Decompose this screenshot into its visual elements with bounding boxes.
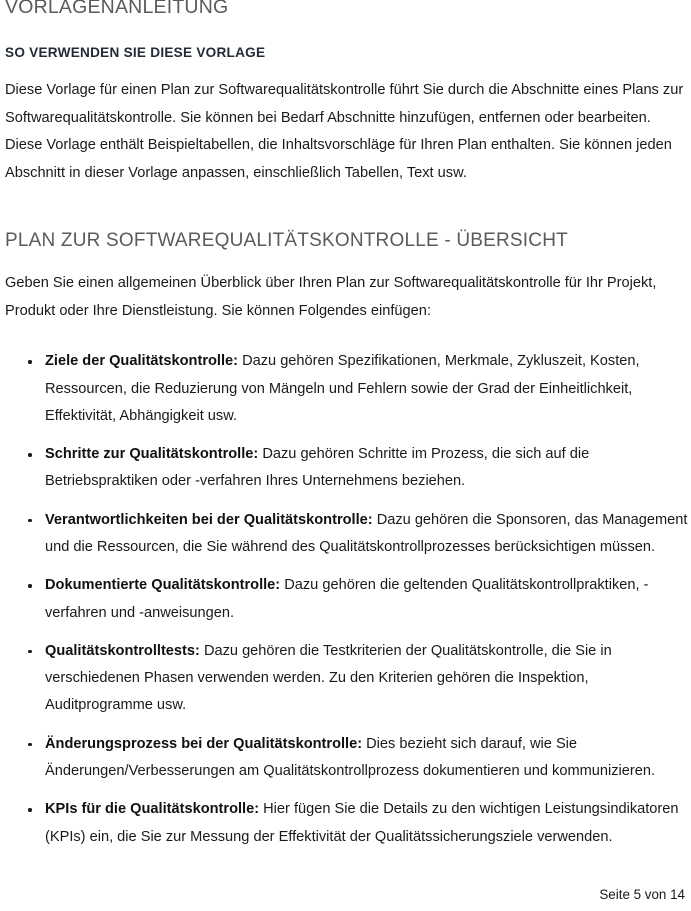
spacer (5, 188, 688, 230)
intro-paragraph: Diese Vorlage für einen Plan zur Softwarequalitätskontrolle führt Sie durch die Abschnitte eines Plans zur Softwarequalitätskontrolle. Sie können bei Bedarf Abschnitte hinzufügen, entfernen oder bearbeiten. Diese Vorlage enthält Beispieltabellen, die Inhaltsvorschläge für Ihren Plan enthalten. Sie können jeden Abschnitt in dieser Vorlage anpassen, einschließlich Tabellen, Text usw. (5, 82, 684, 182)
list-item (5, 572, 688, 627)
list-item-lead: Ziele der Qualitätskontrolle: (45, 353, 239, 370)
page-footer: Seite 5 von 14 (599, 887, 685, 902)
overview-paragraph: Geben Sie einen allgemeinen Überblick über Ihren Plan zur Softwarequalitätskontrolle für Ihr Projekt, Produkt oder Ihre Dienstleistung. Sie können Folgendes einfügen: (5, 274, 657, 319)
list-item-lead: KPIs für die Qualitätskontrolle: (45, 801, 260, 818)
bullet-dot-icon (28, 650, 32, 654)
list-item-text: Dies bezieht sich darauf, wie Sie Änderungen/Verbesserungen am Qualitätskontrollprozess dokumentieren und kommunizieren. (45, 735, 656, 780)
list-item-text: Hier fügen Sie die Details zu den wichtigen Leistungsindikatoren (KPIs) ein, die Sie zur Messung der Effektivität der Qualitätssicherungsziele verwenden. (45, 801, 679, 845)
spacer (5, 561, 688, 572)
spacer (5, 627, 688, 638)
spacer (5, 252, 688, 270)
list-item-text: Dazu gehören Spezifikationen, Merkmale, Zykluszeit, Kosten, Ressourcen, die Reduzierung von Mängeln und Fehlern sowie der Grad der Einheitlichkeit, Effektivität, Abhängigkeit usw. (45, 353, 640, 424)
list-item (5, 638, 688, 720)
section-subheading-how-to-use: SO VERWENDEN SIE DIESE VORLAGE (5, 45, 266, 60)
list-item-lead: Dokumentierte Qualitätskontrolle: (45, 577, 281, 594)
spacer (5, 720, 688, 731)
list-item (5, 348, 688, 430)
list-item (5, 441, 688, 496)
list-item-lead: Verantwortlichkeiten bei der Qualitätskontrolle: (45, 511, 373, 528)
list-item-text: Dazu gehören die Sponsoren, das Management und die Ressourcen, die Sie während des Qualitätskontrollprozesses berücksichtigen müssen. (45, 511, 688, 555)
page-title: VORLAGENANLEITUNG (5, 0, 229, 18)
spacer (5, 496, 688, 507)
list-item-lead: Änderungsprozess bei der Qualitätskontrolle: (45, 735, 363, 752)
list-item-lead: Schritte zur Qualitätskontrolle: (45, 446, 259, 463)
list-item (5, 796, 688, 851)
spacer (5, 62, 688, 77)
spacer (5, 785, 688, 796)
list-item-lead: Qualitätskontrolltests: (45, 642, 200, 659)
overview-bullet-list (5, 348, 688, 851)
spacer (5, 22, 688, 44)
bullet-dot-icon (28, 584, 32, 588)
bullet-dot-icon (28, 453, 32, 457)
list-item (5, 507, 688, 562)
list-item-text: Dazu gehören die geltenden Qualitätskontrollpraktiken, -verfahren und -anweisungen. (45, 577, 649, 621)
spacer (5, 430, 688, 441)
bullet-dot-icon (28, 743, 32, 747)
list-item-text: Dazu gehören Schritte im Prozess, die sich auf die Betriebspraktiken oder -verfahren Ihres Unternehmens beziehen. (45, 446, 590, 490)
spacer (5, 325, 688, 348)
list-item (5, 731, 688, 786)
list-item-text: Dazu gehören die Testkriterien der Qualitätskontrolle, die Sie in verschiedenen Phasen verwenden werden. Zu den Kriterien gehören die Inspektion, Auditprogramme usw. (45, 642, 612, 714)
section-heading-overview: PLAN ZUR SOFTWAREQUALITÄTSKONTROLLE - ÜBERSICHT (5, 229, 568, 251)
bullet-dot-icon (28, 360, 32, 364)
bullet-dot-icon (28, 808, 32, 812)
bullet-dot-icon (28, 519, 32, 523)
